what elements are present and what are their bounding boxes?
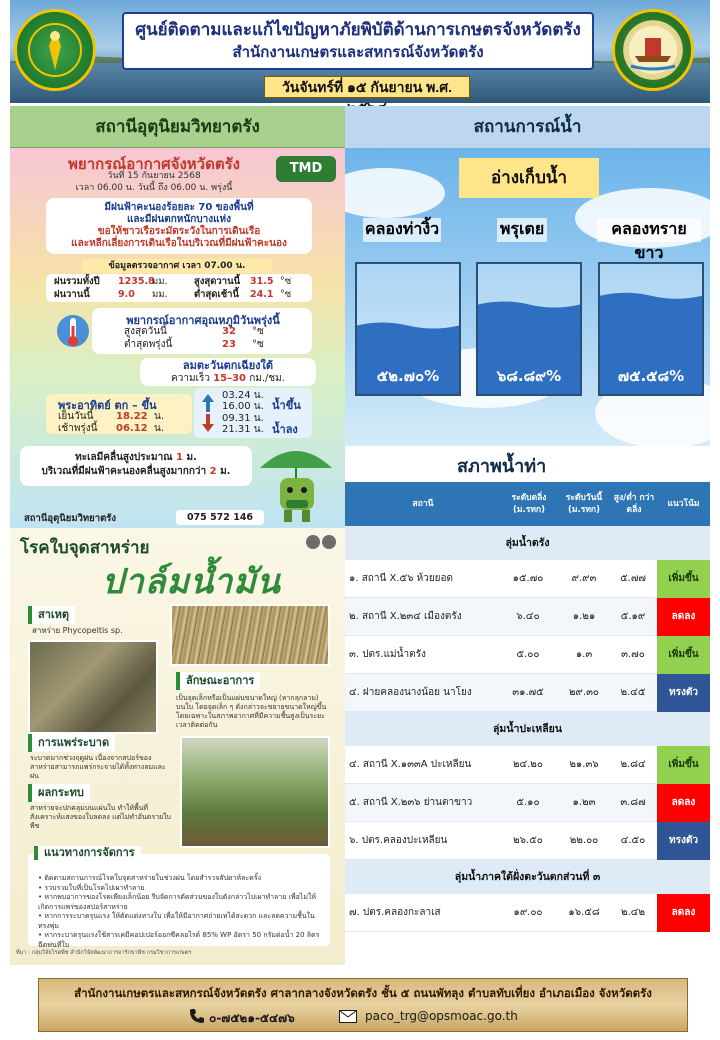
bank-level: ๕.๑๐ (516, 797, 540, 808)
meteo-footer (20, 510, 260, 525)
level-diff: ๒.๔๒ (621, 907, 645, 918)
bank-level: ๕.๐๐ (516, 649, 540, 660)
reservoir-tank-2 (476, 262, 582, 396)
symptom-heading: ลักษณะอาการ (176, 672, 260, 690)
wind-box (140, 358, 316, 386)
spread-heading: การแพร่ระบาด (28, 734, 115, 752)
email-icon (339, 1010, 357, 1023)
water-section-title: สถานการณ์น้ำ (345, 106, 710, 148)
col-today-level: ระดับวันนี้ (ม.รทก) (565, 493, 603, 515)
observation-row-2 (54, 288, 304, 301)
bank-level: ๑๙.๐๐ (513, 907, 543, 918)
station-name: ๓. ปตร.แม่น้ำตรัง (349, 649, 426, 660)
rain-today-unit: มม. (152, 289, 168, 300)
tide-low-2: 21.31 น. (222, 424, 264, 435)
sea-wave-line1-value: 1 (175, 452, 183, 463)
today-level: ๑.๓ (575, 649, 593, 660)
bank-level: ๑๕.๗๐ (512, 573, 544, 584)
trend-badge: เพิ่มขึ้น (657, 746, 710, 784)
sunset-value: 18.22 (116, 411, 148, 422)
trend-badge: เพิ่มขึ้น (657, 636, 710, 674)
page-title: ศูนย์ติดตามและแก้ไขปัญหาภัยพิบัติด้านการเกษตรจังหวัดตรัง (135, 20, 581, 39)
office-email[interactable]: paco_trg@opsmoac.go.th (365, 1009, 518, 1023)
sunrise-row (58, 422, 188, 435)
rain-line1: มีฝนฟ้าคะนองร้อยละ 70 ของพื้นที่ (104, 202, 254, 213)
col-diff: สูง/ต่ำ กว่าตลิ่ง (613, 493, 655, 515)
meteo-station-phone: 075 572 146 (176, 510, 264, 525)
sun-times-title: พระอาทิตย์ ตก – ขึ้น (58, 399, 157, 412)
table-row (345, 674, 710, 712)
table-row (345, 894, 710, 932)
sea-wave-box (20, 446, 252, 486)
sunset-label: เย็นวันนี้ (58, 411, 94, 422)
tide-arrows-icon (200, 392, 216, 434)
palm-disease-kicker: โรคใบจุดสาหร่าย (20, 538, 150, 557)
station-name: ๔. สถานี X.๑๓๓A ปะเหลียน (349, 759, 472, 770)
weather-title: พยากรณ์อากาศจังหวัดตรัง (68, 156, 240, 173)
river-table-header (345, 482, 710, 526)
col-trend: แนวโน้ม (667, 499, 700, 509)
station-name: ๕. สถานี X.๒๓๖ ย่านตาขาว (349, 797, 473, 808)
forecast-max-value: 32 (222, 326, 236, 337)
reservoir-name-3: คลองทรายขาว (597, 218, 701, 242)
management-item: • รวบรวมใบที่เป็นโรคไปเผาทำลาย (38, 883, 145, 892)
wind-speed-value: 15–30 (213, 373, 246, 384)
today-level: ๒๒.๐๐ (569, 835, 599, 846)
reservoir-percent-1: ๕๒.๗๐% (376, 367, 440, 385)
max-temp-unit: °ซ (280, 276, 292, 287)
palm-disease-title: ปาล์มน้ำมัน (102, 562, 281, 602)
sunset-unit: น. (154, 411, 165, 422)
station-name: ๖. ปตร.คลองปะเหลียน (349, 835, 448, 846)
sea-wave-line2-value: 2 (209, 466, 217, 477)
forecast-min-label: ต่ำสุดพรุ่งนี้ (124, 339, 173, 350)
rain-line2: และมีฝนตกหนักบางแห่ง (126, 214, 232, 225)
temperature-forecast-box (92, 308, 312, 354)
today-level: ๒๑.๓๖ (569, 759, 599, 770)
wind-speed-label: ความเร็ว (171, 373, 210, 384)
table-row (345, 784, 710, 822)
management-heading: แนวทางการจัดการ (34, 846, 141, 860)
sea-wave-line1-text: ทะเลมีคลื่นสูงประมาณ (75, 452, 173, 463)
thermometer-icon (56, 310, 90, 352)
sea-wave-line1-unit: ม. (186, 452, 197, 463)
phone-icon (189, 1008, 205, 1024)
trang-province-seal-icon (612, 9, 694, 91)
forecast-min-value: 23 (222, 339, 236, 350)
tmd-logo: TMD (276, 156, 336, 182)
bank-level: ๓๑.๗๕ (512, 687, 544, 698)
trend-badge: ลดลง (657, 598, 710, 636)
level-diff: ๕.๑๙ (620, 611, 646, 622)
sunrise-value: 06.12 (116, 423, 148, 434)
contact-row (189, 1007, 549, 1027)
sea-wave-line2 (20, 465, 252, 479)
sea-wave-line2-unit: ม. (220, 466, 231, 477)
reservoir-name-1: คลองท่างิ้ว (363, 218, 441, 242)
forecast-max-row (124, 325, 304, 338)
office-address: สำนักงานเกษตรและสหกรณ์จังหวัดตรัง ศาลากลางจังหวัดตรัง ชั้น ๕ ถนนพัทลุง ตำบลทับเที่ยง อำเภอเมือง จังหวัดตรัง (74, 986, 652, 1000)
management-item: • หากระบาดรุนแรงใช้สารเคมีคอปเปอร์ออกซีคลอไรด์ 85% WP อัตรา 50 กรัมต่อน้ำ 20 ลิตร ฉีดพ่นที่ใบ (38, 931, 320, 949)
forecast-max-label: สูงสุดวันนี้ (124, 326, 167, 337)
level-diff: ๓.๘๗ (620, 797, 646, 808)
bank-level: ๖.๔๐ (516, 611, 540, 622)
tide-box (194, 388, 312, 438)
observation-box (46, 274, 312, 302)
management-item: • หากการระบาดรุนแรง ให้ตัดแต่งทางใบ เพื่อให้มีอากาศถ่ายเทได้สะดวก และลดความชื้นในทรงพุ่ม (38, 912, 315, 930)
table-row (345, 822, 710, 860)
header-title-box (122, 12, 594, 70)
trend-badge: ลดลง (657, 894, 710, 932)
rain-total-unit: มม. (152, 276, 168, 287)
reservoir-percent-2: ๖๘.๘๙% (496, 367, 562, 385)
tmd-mascot-icon (254, 438, 338, 524)
rain-today-label: ฝนวานนี้ (54, 289, 90, 300)
cause-heading: สาเหตุ (28, 606, 75, 624)
level-diff: ๒.๘๔ (620, 759, 646, 770)
wind-speed-unit: กม./ชม. (249, 373, 285, 384)
table-row (345, 598, 710, 636)
sea-wave-line2-text: บริเวณที่มีฝนฟ้าคะนองคลื่นสูงมากกว่า (41, 466, 207, 477)
management-box (28, 846, 330, 949)
bank-level: ๒๖.๕๐ (513, 835, 543, 846)
forecast-max-unit: °ซ (252, 326, 264, 337)
reservoir-percent-3: ๗๕.๕๘% (617, 367, 685, 385)
symptom-text: เป็นจุดเล็กหรือเป็นแผ่นขนาดใหญ่ (หากลุกลาม) บนใบ โดยจุดเล็ก ๆ ดังกล่าวจะขยายขนาดใหญ่ขึ้น โดยเฉพาะในสภาพอากาศที่มีความชื้นสูงเป็นระยะเวลาติดต่อกัน (176, 694, 327, 729)
min-temp-label: ต่ำสุดเช้านี้ (194, 289, 239, 300)
palm-plantation-photo (180, 736, 330, 848)
reservoir-name-2: พรุเตย (497, 218, 547, 242)
today-level: ๑.๒๑ (572, 611, 596, 622)
rain-today-value: 9.0 (118, 289, 135, 300)
basin-group-2: ลุ่มน้ำปะเหลียน (345, 712, 710, 746)
weather-forecast-poster (10, 148, 345, 528)
observation-title: ข้อมูลตรวจอากาศ เวลา 07.00 น. (82, 259, 272, 273)
tide-high-label: น้ำขึ้น (272, 399, 301, 412)
sea-wave-line1 (20, 451, 252, 465)
tide-high-2: 16.00 น. (222, 401, 264, 412)
table-row (345, 636, 710, 674)
reservoir-panel (345, 148, 710, 446)
rain-forecast-box (46, 198, 312, 254)
meteo-station-name: สถานีอุตุนิยมวิทยาตรัง (24, 513, 116, 524)
rain-total-label: ฝนรวมทั้งปี (54, 276, 100, 287)
office-phone[interactable]: ๐-๗๕๒๑-๕๔๗๖ (209, 1011, 295, 1025)
impact-heading: ผลกระทบ (28, 784, 90, 802)
tide-low-label: น้ำลง (272, 423, 298, 436)
management-item: • ติดตามสถานการณ์โรคใบจุดสาหร่ายในช่วงฝน โดยสำรวจสัปดาห์ละครั้ง (38, 874, 262, 882)
footer-banner (38, 978, 688, 1032)
reservoir-tank-1 (355, 262, 461, 396)
trend-badge: ลดลง (657, 784, 710, 822)
level-diff: ๓.๗๐ (621, 649, 645, 660)
min-temp-unit: °ซ (280, 289, 292, 300)
today-level: ๑.๒๓ (572, 797, 596, 808)
river-section-title: สภาพน้ำท่า (457, 456, 547, 476)
river-section-header (345, 446, 710, 482)
weather-period (24, 170, 284, 194)
forecast-min-row (124, 338, 304, 351)
infected-leaf-photo (28, 640, 158, 734)
station-name: ๑. สถานี X.๕๖ ห้วยยอด (349, 573, 454, 584)
today-level: ๒๙.๓๐ (568, 687, 600, 698)
wind-speed-row (140, 372, 316, 385)
basin-group-3: ลุ่มน้ำภาคใต้ฝั่งตะวันตกส่วนที่ ๓ (345, 860, 710, 894)
palm-source: ที่มา : กลุ่มวิจัยโรคพืช สำนักวิจัยพัฒนาการอารักขาพืช กรมวิชาการเกษตร (16, 950, 192, 956)
table-row (345, 746, 710, 784)
level-diff: ๕.๗๗ (620, 573, 646, 584)
today-level: ๑๖.๕๘ (568, 907, 600, 918)
tide-high-1: 03.24 น. (222, 390, 264, 401)
trend-badge: ทรงตัว (657, 822, 710, 860)
management-item: • หากพบอาการของโรคเพียงเล็กน้อย รีบจัดการตัดส่วนของใบดังกล่าวไปเผาทำลาย เพื่อไม่ให้เกิดการแพร่ของสปอร์สาหร่าย (38, 893, 316, 911)
max-temp-value: 31.5 (250, 276, 274, 287)
page-subtitle: สำนักงานเกษตรและสหกรณ์จังหวัดตรัง (232, 44, 484, 61)
reservoir-tank-3 (598, 262, 704, 396)
table-row (345, 560, 710, 598)
col-bank-level: ระดับตลิ่ง (ม.รทก) (511, 493, 547, 515)
station-name: ๒. สถานี X.๒๓๔ เมืองตรัง (349, 611, 462, 622)
meteo-section-title: สถานีอุตุนิยมวิทยาตรัง (10, 106, 345, 148)
palm-disease-poster (10, 528, 345, 965)
sun-times-box (46, 394, 192, 434)
wind-title: ลมตะวันตกเฉียงใต้ (182, 359, 274, 372)
trend-badge: ทรงตัว (657, 674, 710, 712)
basin-group-1: ลุ่มน้ำตรัง (345, 526, 710, 560)
warn-line2: และหลีกเลี่ยงการเดินเรือในบริเวณที่มีฝนฟ้าคะนอง (71, 238, 287, 249)
cloud-decoration (345, 168, 445, 218)
rain-total-value: 1235.8 (118, 276, 155, 287)
station-name: ๗. ปตร.คลองกะลาเส (349, 907, 441, 918)
impact-text: สาหร่ายจะปกคลุมบนแผ่นใบ ทำให้พื้นที่สังเคราะห์แสงของใบลดลง แต่ไม่ทำอันตรายใบพืช (30, 804, 171, 830)
max-temp-label: สูงสุดวานนี้ (194, 276, 241, 287)
bank-level: ๒๔.๒๐ (512, 759, 544, 770)
agency-logos-icon (304, 534, 340, 550)
tide-low-1: 09.31 น. (222, 413, 264, 424)
sunrise-label: เช้าพรุ่งนี้ (58, 423, 98, 434)
level-diff: ๒.๔๕ (620, 687, 646, 698)
warn-line1: ขอให้ชาวเรือระมัดระวังในการเดินเรือ (97, 226, 261, 237)
trend-badge: เพิ่มขึ้น (657, 560, 710, 598)
level-diff: ๔.๕๐ (620, 835, 646, 846)
spread-text: ระบาดมากช่วงฤดูฝน เนื่องจากสปอร์ของสาหร่ายสามารถแพร่กระจายได้ทั้งทางลมและฝน (30, 754, 166, 780)
agriculture-seal-icon (14, 9, 96, 91)
reservoir-title: อ่างเก็บน้ำ (459, 158, 599, 198)
leaf-closeup-photo (170, 604, 330, 666)
today-level: ๙.๙๓ (571, 573, 597, 584)
min-temp-value: 24.1 (250, 289, 274, 300)
temperature-forecast-title: พยากรณ์อากาศอุณหภูมิวันพรุ่งนี้ (126, 314, 280, 327)
forecast-min-unit: °ซ (252, 339, 264, 350)
station-name: ๔. ฝายคลองนางน้อย นาโยง (349, 687, 472, 698)
sunrise-unit: น. (154, 423, 165, 434)
cause-text: สาหร่าย Phycopeltis sp. (32, 626, 123, 635)
report-date: วันจันทร์ที่ ๑๕ กันยายน พ.ศ. (264, 76, 470, 98)
observation-row-1 (54, 275, 304, 288)
col-station: สถานี (412, 499, 434, 509)
weather-period-line1: วันที่ 15 กันยายน 2568 (107, 171, 201, 181)
weather-period-line2: เวลา 06.00 น. วันนี้ ถึง 06.00 น. พรุ่งนี้ (75, 183, 233, 193)
